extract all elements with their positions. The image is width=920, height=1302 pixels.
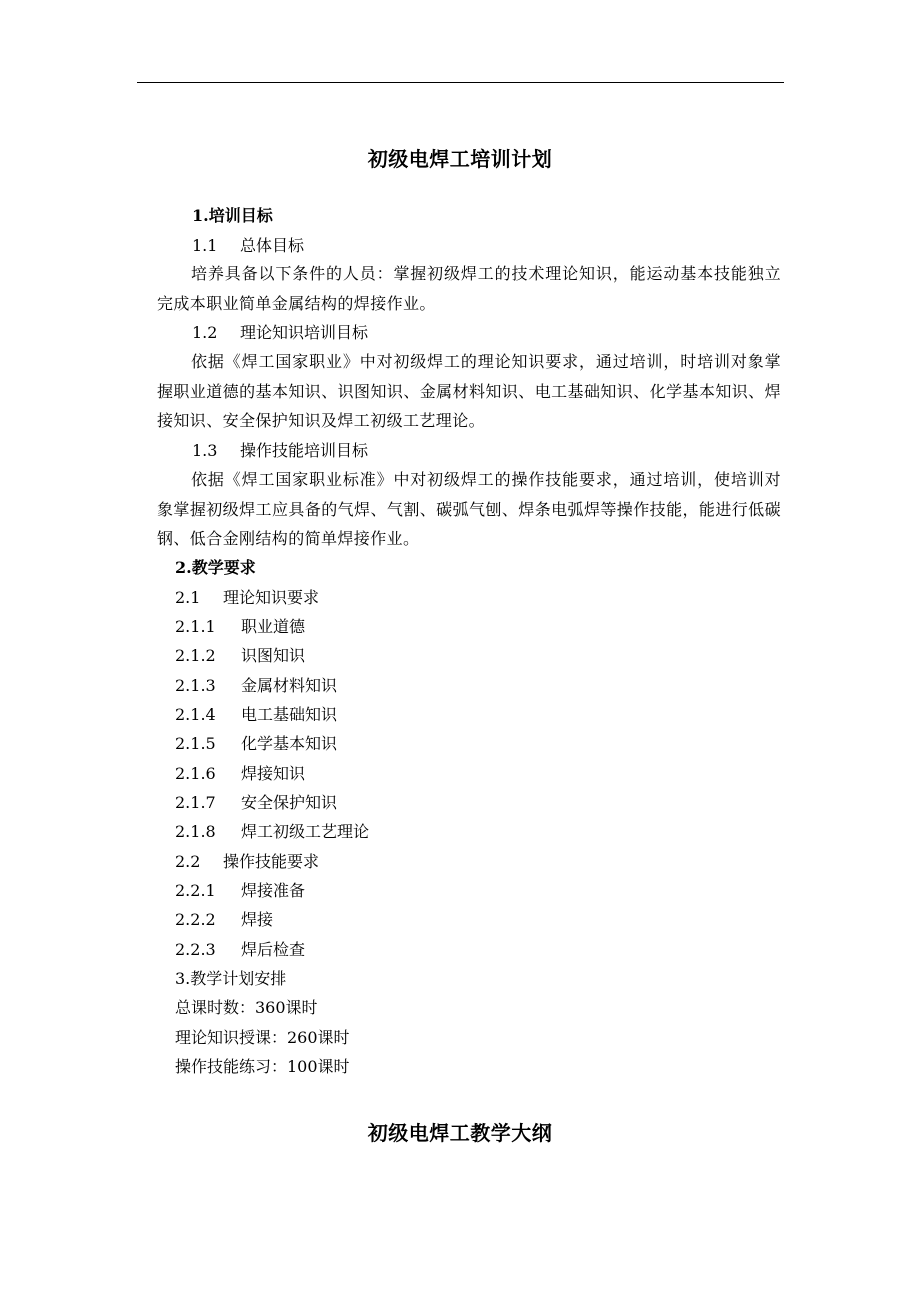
item-label: 化学基本知识 bbox=[241, 734, 338, 753]
item-label: 焊接知识 bbox=[241, 764, 306, 783]
item-number: 2.2.3 bbox=[175, 940, 216, 959]
syllabus-title: 初级电焊工教学大纲 bbox=[367, 1121, 553, 1145]
list-item bbox=[175, 616, 305, 638]
section-1-3-label: 操作技能培训目标 bbox=[240, 441, 369, 460]
item-label: 识图知识 bbox=[241, 646, 306, 665]
section-1-3-heading bbox=[192, 440, 368, 462]
list-item bbox=[175, 821, 369, 843]
item-number: 2.1.8 bbox=[175, 822, 216, 841]
section-2-heading: 2.教学要求 bbox=[175, 558, 256, 577]
section-1-2-label: 理论知识培训目标 bbox=[240, 323, 369, 342]
section-1-1-text: 培养具备以下条件的人员：掌握初级焊工的技术理论知识，能运动基本技能独立完成本职业简单金属结构的焊接作业。 bbox=[157, 264, 781, 313]
hours-total: 总课时数：360课时 bbox=[175, 998, 318, 1017]
item-label: 焊接准备 bbox=[241, 881, 306, 900]
item-number: 2.1.6 bbox=[175, 764, 216, 783]
item-number: 2.1.3 bbox=[175, 676, 216, 695]
item-number: 2.2.1 bbox=[175, 881, 216, 900]
item-number: 2.2 bbox=[175, 852, 201, 871]
section-1-1-number: 1.1 bbox=[192, 236, 218, 255]
list-item bbox=[175, 792, 337, 814]
section-3-heading: 3.教学计划安排 bbox=[175, 969, 287, 988]
section-1-2-heading bbox=[192, 322, 368, 344]
list-item bbox=[175, 733, 337, 755]
item-label: 安全保护知识 bbox=[241, 793, 338, 812]
item-number: 2.1.7 bbox=[175, 793, 216, 812]
list-item bbox=[175, 587, 319, 609]
list-item bbox=[175, 763, 305, 785]
item-number: 2.1.5 bbox=[175, 734, 216, 753]
section-1-2-number: 1.2 bbox=[192, 323, 218, 342]
item-label: 电工基础知识 bbox=[241, 705, 338, 724]
item-number: 2.1.1 bbox=[175, 617, 216, 636]
list-item bbox=[175, 909, 273, 931]
section-1-2-text: 依据《焊工国家职业》中对初级焊工的理论知识要求，通过培训，时培训对象掌握职业道德的基本知识、识图知识、金属材料知识、电工基础知识、化学基本知识、焊接知识、安全保护知识及焊工初级工艺理论。 bbox=[157, 352, 781, 430]
section-1-1-heading bbox=[192, 235, 304, 257]
list-item bbox=[175, 851, 319, 873]
list-item bbox=[175, 704, 337, 726]
item-label: 操作技能要求 bbox=[223, 852, 320, 871]
document-title: 初级电焊工培训计划 bbox=[367, 147, 553, 171]
item-label: 焊工初级工艺理论 bbox=[241, 822, 370, 841]
hours-practice: 操作技能练习：100课时 bbox=[175, 1057, 350, 1076]
hours-theory: 理论知识授课：260课时 bbox=[175, 1028, 350, 1047]
section-1-3-number: 1.3 bbox=[192, 441, 218, 460]
list-item bbox=[175, 645, 305, 667]
item-label: 焊后检查 bbox=[241, 940, 306, 959]
section-1-heading: 1.培训目标 bbox=[192, 206, 273, 225]
header-rule bbox=[137, 82, 784, 83]
item-label: 理论知识要求 bbox=[223, 588, 320, 607]
item-number: 2.1.4 bbox=[175, 705, 216, 724]
item-label: 职业道德 bbox=[241, 617, 306, 636]
item-number: 2.1.2 bbox=[175, 646, 216, 665]
item-label: 焊接 bbox=[241, 910, 274, 929]
list-item bbox=[175, 675, 337, 697]
item-label: 金属材料知识 bbox=[241, 676, 338, 695]
list-item bbox=[175, 880, 305, 902]
section-1-3-text: 依据《焊工国家职业标准》中对初级焊工的操作技能要求，通过培训，使培训对象掌握初级焊工应具备的气焊、气割、碳弧气刨、焊条电弧焊等操作技能，能进行低碳钢、低合金刚结构的简单焊接作业。 bbox=[157, 470, 781, 548]
item-number: 2.2.2 bbox=[175, 910, 216, 929]
item-number: 2.1 bbox=[175, 588, 201, 607]
section-1-1-label: 总体目标 bbox=[240, 236, 305, 255]
list-item bbox=[175, 939, 305, 961]
